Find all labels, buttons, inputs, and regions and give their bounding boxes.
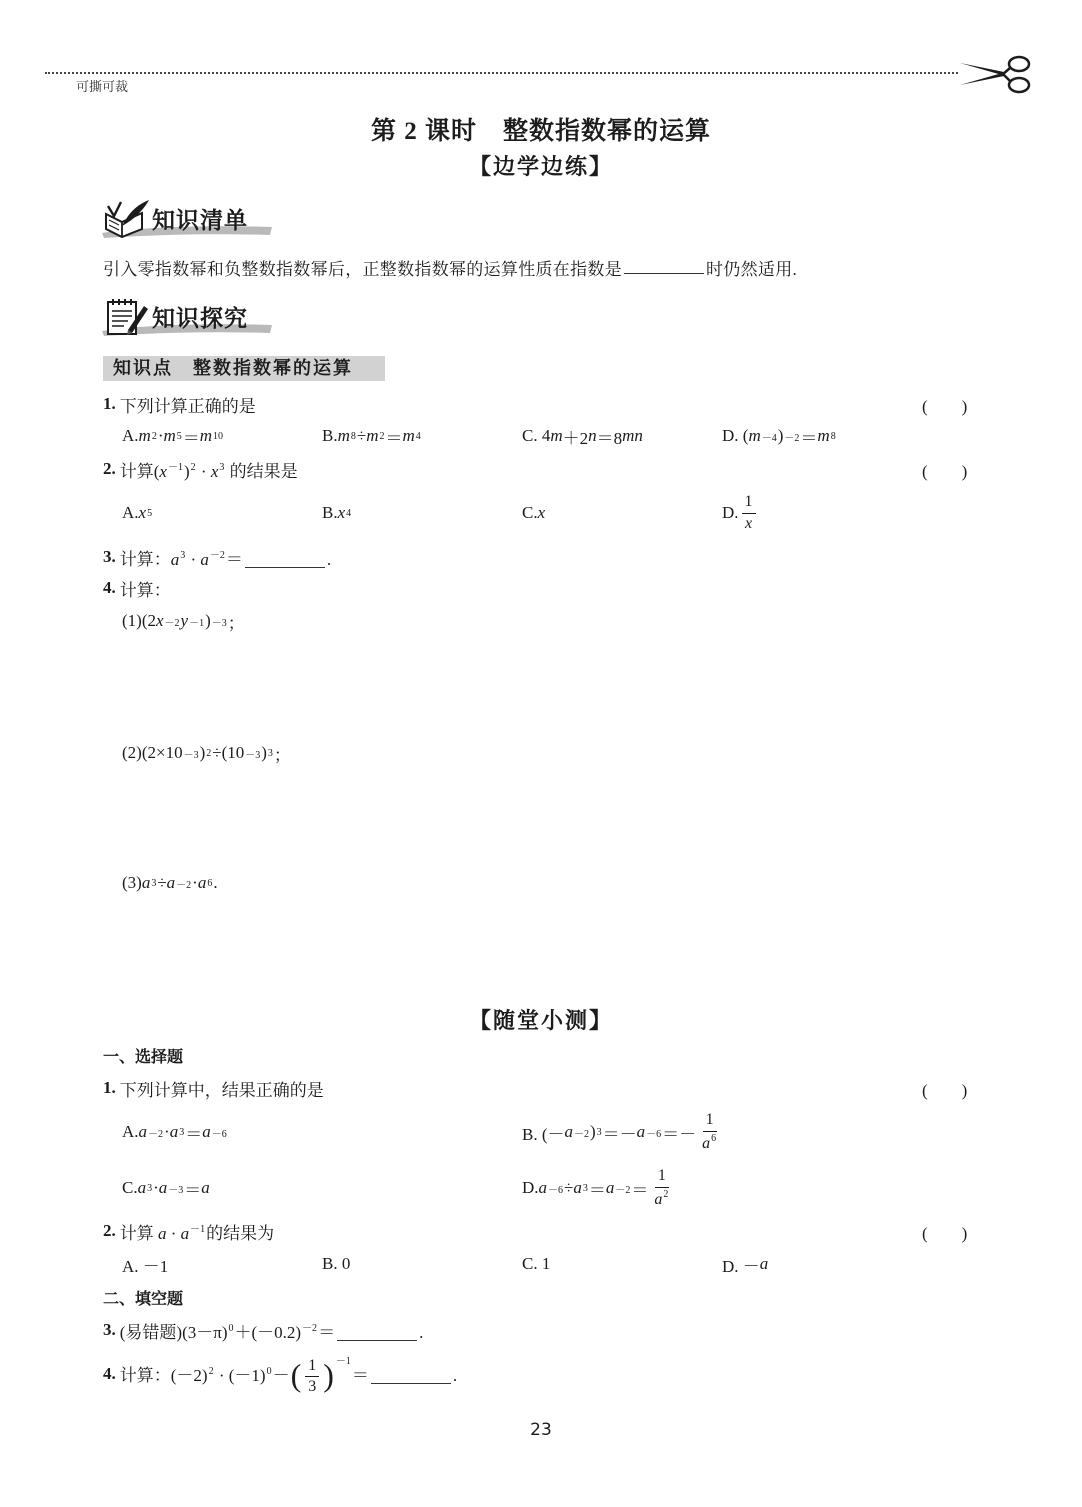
math-variable: m [550, 426, 563, 445]
math-variable: m [817, 426, 830, 445]
math-variable: n [588, 426, 597, 445]
question-stem [103, 1348, 457, 1400]
option-b [322, 491, 352, 535]
math-variable: m [748, 426, 761, 445]
question-stem [103, 1075, 324, 1101]
math-variable: m [163, 426, 176, 445]
fraction-numerator [655, 1167, 669, 1187]
math-variable: a [158, 1223, 167, 1243]
math-text: 的结果为 [206, 1223, 275, 1243]
math-variable: a [202, 1122, 211, 1141]
quiz-question-1-options-cd [0, 1164, 1082, 1212]
math-text: B. [322, 426, 338, 445]
math-text: . [326, 549, 332, 569]
question-stem [103, 544, 331, 570]
quiz-question-2 [0, 1218, 1082, 1244]
math-superscript: －2 [574, 1128, 589, 1140]
math-variable: a [605, 1178, 615, 1197]
math-variable: a [197, 873, 207, 892]
math-text: B. (－ [522, 1124, 565, 1144]
math-superscript: －2 [176, 879, 192, 891]
option-d [722, 491, 759, 535]
question-number: 3. [103, 547, 116, 566]
knowledge-point-bar: 知识点 整数指数幂的运算 [103, 356, 385, 381]
math-text: D. － [722, 1256, 760, 1276]
practice-question-4-part-3 [0, 870, 1082, 896]
question-stem [103, 391, 256, 417]
question-text [120, 1076, 324, 1101]
math-text: ； [273, 745, 291, 765]
math-text: (1)(2 [122, 611, 156, 630]
math-superscript: 0 [228, 1322, 234, 1334]
math-variable: m [199, 426, 213, 445]
option-a [122, 423, 224, 449]
sub-question [122, 870, 218, 896]
math-superscript: －1 [189, 617, 205, 629]
sub-question [122, 608, 245, 634]
paragraph-text: 引入零指数幂和负整数指数幂后，正整数指数幂的运算性质在指数是 [103, 259, 622, 279]
math-text: 计算： [119, 580, 171, 600]
math-text: ＝ [800, 428, 818, 448]
math-variable: x [155, 611, 164, 630]
scissors-icon [958, 54, 1033, 94]
math-superscript: 3 [179, 1126, 185, 1138]
math-superscript: 3 [596, 1126, 602, 1138]
math-superscript: 2 [379, 430, 385, 442]
math-variable: x [210, 461, 219, 481]
math-superscript: 4 [346, 507, 352, 519]
option-b [322, 423, 422, 449]
math-variable: a [538, 1178, 548, 1197]
math-text: A. [122, 503, 139, 522]
math-text: B. 0 [322, 1254, 351, 1273]
math-text: ＝ [588, 1180, 606, 1200]
math-superscript: 2 [206, 747, 212, 759]
fraction-denominator [305, 1377, 319, 1396]
math-superscript: 2 [663, 1188, 669, 1200]
math-superscript: 3 [582, 1182, 588, 1194]
math-variable: m [337, 426, 350, 445]
math-text: ) [183, 461, 190, 481]
math-superscript: 6 [207, 877, 213, 889]
math-text: ＝ [225, 549, 243, 569]
math-text: · [164, 1122, 170, 1141]
math-superscript: 4 [415, 430, 421, 442]
math-superscript: 3 [219, 461, 225, 473]
math-text: (易错题)(3－π) [119, 1322, 228, 1342]
math-superscript: －1 [190, 1223, 206, 1235]
math-variable: a [759, 1254, 769, 1273]
math-text: ) [261, 743, 267, 762]
math-text: ) [590, 1122, 596, 1141]
math-superscript: －2 [302, 1322, 318, 1334]
answer-bracket: ( ) [922, 396, 968, 416]
answer-blank [245, 554, 325, 568]
math-text: C. [522, 503, 538, 522]
math-superscript: －2 [209, 549, 225, 561]
math-variable: mn [622, 426, 643, 445]
checklist-badge [100, 197, 280, 239]
fill-section-heading [0, 1284, 1082, 1310]
math-variable: a [564, 1122, 573, 1141]
quiz-question-1-options-ab [0, 1108, 1082, 1156]
math-fraction [699, 1111, 720, 1153]
math-text: C. [122, 1178, 138, 1197]
math-text: ) [199, 743, 206, 762]
math-text: ＋(－0.2) [234, 1322, 302, 1342]
math-superscript: －2 [784, 432, 800, 444]
math-text: 计算： [119, 549, 171, 569]
option-c [522, 1251, 550, 1277]
math-variable: a [180, 1223, 190, 1243]
math-text: A. －1 [122, 1256, 169, 1276]
checklist-label: 知识清单 [152, 208, 248, 234]
math-text: 1 [657, 1167, 666, 1185]
math-superscript: 6 [711, 1132, 717, 1144]
math-text: 1 [744, 493, 753, 511]
math-text: ÷ [564, 1178, 574, 1197]
math-text: ＝ [318, 1322, 336, 1342]
option-c [122, 1164, 210, 1212]
math-superscript: －1 [167, 461, 183, 473]
page-number: 23 [530, 1420, 552, 1440]
question-text [120, 457, 298, 482]
math-variable: a [702, 1134, 711, 1152]
math-variable: m [366, 426, 379, 445]
math-text: ＝ [631, 1180, 649, 1200]
cut-line [45, 72, 958, 74]
math-text: A. [122, 426, 139, 445]
math-text: 1 [308, 1356, 317, 1374]
math-superscript: －3 [183, 749, 199, 761]
option-a [122, 1108, 228, 1156]
math-text: C. 4 [522, 426, 551, 445]
math-text: ＝ [351, 1365, 369, 1385]
math-fraction [742, 493, 756, 533]
math-text: . [452, 1365, 458, 1385]
quiz-heading: 【随堂小测】 [468, 1008, 613, 1033]
question-stem [103, 1218, 274, 1244]
math-text: C. 1 [522, 1254, 551, 1273]
math-text: 3 [308, 1378, 317, 1396]
option-d [522, 1164, 675, 1212]
math-superscript: －3 [168, 1184, 184, 1196]
math-variable: x [744, 514, 753, 532]
math-text: . [213, 873, 218, 892]
math-text: ＝8 [596, 428, 623, 448]
section-heading: 二、填空题 [103, 1288, 184, 1308]
math-text: D. [522, 1178, 539, 1197]
math-text: ＝ [385, 428, 403, 448]
answer-blank [337, 1327, 417, 1341]
fraction-denominator [651, 1188, 672, 1209]
math-text: ＝－ [602, 1124, 637, 1144]
notebook-pencil-icon [102, 296, 150, 336]
math-variable: a [158, 1178, 168, 1197]
sub-question [122, 740, 291, 766]
fraction-denominator [742, 514, 755, 533]
math-text: 计算 [119, 1223, 158, 1243]
question-number: 2. [103, 1221, 116, 1240]
practice-question-4 [0, 575, 1082, 601]
math-text: 下列计算中，结果正确的是 [119, 1080, 324, 1100]
math-superscript: －2 [164, 617, 180, 629]
math-text: (3) [122, 873, 142, 892]
math-text: ＝ [182, 428, 200, 448]
practice-question-2-options [0, 491, 1082, 535]
checklist-paragraph [103, 254, 797, 280]
quiz-question-3 [0, 1317, 1082, 1343]
choice-section-heading [0, 1042, 1082, 1068]
math-superscript: 2 [151, 430, 157, 442]
math-variable: a [141, 873, 151, 892]
quiz-question-4 [0, 1348, 1082, 1400]
math-text: · (－1) [214, 1365, 266, 1385]
option-a [122, 491, 153, 535]
math-superscript: 10 [213, 430, 224, 442]
math-variable: a [170, 549, 180, 569]
math-text: . [419, 1322, 424, 1342]
fraction-numerator [703, 1111, 717, 1131]
math-text: ) [777, 426, 784, 445]
answer-blank [624, 260, 704, 274]
math-variable: m [402, 426, 415, 445]
math-text: 下列计算正确的是 [119, 396, 256, 416]
math-superscript: 3 [147, 1182, 153, 1194]
question-text [120, 392, 256, 417]
math-superscript: －6 [646, 1128, 662, 1140]
math-big-paren: ( [290, 1356, 302, 1393]
fraction-numerator [742, 493, 756, 513]
question-text [120, 576, 171, 601]
math-text: ； [227, 613, 245, 633]
answer-bracket: ( ) [922, 461, 968, 481]
question-stem [103, 456, 298, 482]
math-superscript: －6 [548, 1184, 564, 1196]
math-text: (2)(2×10 [122, 743, 183, 762]
question-number: 4. [103, 578, 116, 597]
math-variable: x [138, 503, 147, 522]
math-superscript: －3 [211, 617, 227, 629]
math-text: B. [322, 503, 338, 522]
question-number: 1. [103, 394, 116, 413]
question-number: 4. [103, 1364, 116, 1383]
option-c [522, 423, 643, 449]
math-variable: m [138, 426, 151, 445]
question-number: 1. [103, 1078, 116, 1097]
practice-question-2 [0, 456, 1082, 482]
book-pen-icon [102, 198, 150, 238]
question-stem [103, 575, 171, 601]
option-b [322, 1251, 350, 1277]
math-text: ÷(10 [212, 743, 245, 762]
answer-blank [371, 1370, 451, 1384]
math-big-paren: ) [323, 1356, 334, 1393]
math-fraction [305, 1357, 319, 1397]
math-variable: a [573, 1178, 582, 1197]
math-variable: a [169, 1122, 179, 1141]
math-text: 计算：(－2) [119, 1365, 208, 1385]
answer-bracket: ( ) [922, 1080, 968, 1100]
math-text: － [272, 1365, 290, 1385]
quiz-question-2-options [0, 1251, 1082, 1277]
option-b [522, 1108, 723, 1156]
practice-heading: 【边学边练】 [468, 154, 613, 179]
math-variable: y [180, 611, 189, 630]
practice-question-4-part-1 [0, 608, 1082, 634]
math-text: 计算( [119, 461, 160, 481]
math-variable: x [159, 461, 167, 481]
question-stem [103, 1317, 423, 1343]
math-text: ＝ [185, 1124, 203, 1144]
math-text: · [157, 426, 164, 445]
math-text: 1 [705, 1111, 714, 1129]
practice-question-3 [0, 544, 1082, 570]
question-text [120, 1318, 424, 1343]
math-text: ) [205, 611, 211, 630]
math-variable: a [138, 1122, 148, 1141]
answer-bracket: ( ) [922, 1223, 968, 1243]
option-c [522, 491, 545, 535]
quiz-question-1 [0, 1075, 1082, 1101]
math-text: ＋2 [562, 428, 589, 448]
fraction-numerator [305, 1357, 319, 1377]
question-number: 2. [103, 459, 116, 478]
math-variable: a [636, 1122, 646, 1141]
math-text: · [192, 873, 198, 892]
math-superscript: 3 [151, 877, 157, 889]
math-superscript: 8 [350, 430, 356, 442]
math-text: ÷ [157, 873, 167, 892]
math-superscript: －4 [761, 432, 777, 444]
math-variable: x [537, 503, 546, 522]
practice-question-1 [0, 391, 1082, 417]
math-superscript: 3 [180, 549, 186, 561]
math-text: · [166, 1223, 181, 1243]
practice-question-4-part-2 [0, 740, 1082, 766]
explore-badge [100, 295, 280, 337]
question-text [120, 1352, 457, 1397]
math-text: · [196, 461, 211, 481]
math-superscript: 2 [190, 461, 196, 473]
math-superscript: 8 [830, 430, 836, 442]
math-superscript: 2 [208, 1365, 214, 1377]
math-variable: a [201, 1178, 210, 1197]
math-variable: a [166, 873, 176, 892]
math-superscript: －3 [245, 749, 261, 761]
math-variable: a [137, 1178, 147, 1197]
math-variable: a [654, 1190, 663, 1208]
math-superscript: 0 [266, 1365, 272, 1377]
math-text: · [153, 1178, 159, 1197]
math-text: A. [122, 1122, 139, 1141]
explore-label: 知识探究 [152, 306, 248, 332]
option-d [722, 423, 837, 449]
math-superscript: 3 [267, 747, 273, 759]
option-d [722, 1251, 768, 1277]
question-number: 3. [103, 1320, 116, 1339]
section-heading: 一、选择题 [103, 1046, 184, 1066]
math-fraction [651, 1167, 672, 1209]
math-superscript: 5 [147, 507, 153, 519]
math-text: D. ( [722, 426, 749, 445]
math-text: ＝－ [662, 1124, 697, 1144]
math-superscript: －1 [335, 1355, 351, 1367]
practice-question-1-options [0, 423, 1082, 449]
question-text [120, 545, 331, 570]
math-text: ÷ [356, 426, 367, 445]
option-a [122, 1251, 168, 1277]
math-text: · [186, 549, 201, 569]
paragraph-text: 时仍然适用. [706, 259, 798, 279]
math-text: ＝ [184, 1180, 202, 1200]
cut-label: 可撕可裁 [76, 79, 129, 94]
question-text [120, 1219, 274, 1244]
math-superscript: －2 [615, 1184, 631, 1196]
lesson-title: 第 2 课时 整数指数幂的运算 [370, 118, 711, 145]
fraction-denominator [699, 1132, 720, 1153]
math-text: 的结果是 [225, 461, 298, 481]
math-text: D. [722, 503, 739, 522]
math-superscript: －2 [148, 1128, 164, 1140]
math-variable: a [200, 549, 209, 569]
math-superscript: 5 [176, 430, 182, 442]
math-variable: x [337, 503, 346, 522]
math-superscript: －6 [211, 1128, 227, 1140]
